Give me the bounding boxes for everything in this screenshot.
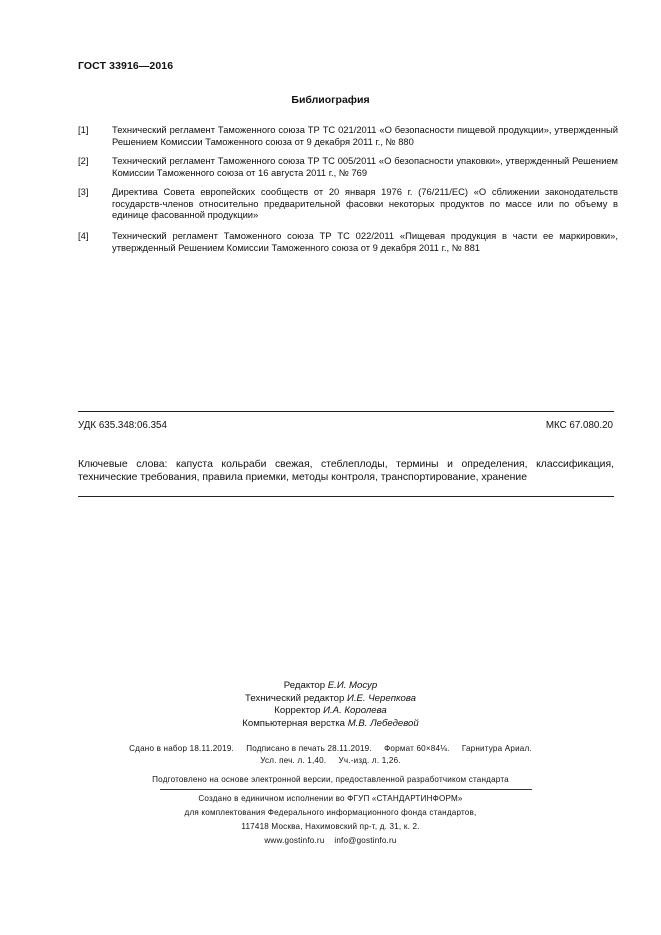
website-link[interactable]: www.gostinfo.ru [264,836,325,845]
bibliography-ref [78,155,618,178]
credit-layout: Компьютерная верстка М.В. Лебедевой [242,717,419,729]
ref-number: [2] [78,155,89,166]
ref-number: [3] [78,186,89,197]
divider [160,789,532,790]
ref-text: Технический регламент Таможенного союза ТР ТС 005/2011 «О безопасности упаковки», утвержденный Решением Комиссии Таможенного союза от 16 августа 2011 г., № 769 [112,155,618,178]
ref-text: Технический регламент Таможенного союза ТР ТС 022/2011 «Пищевая продукция в части ее маркировки», утвержденный Решением Комиссии Таможенного союза от 9 декабря 2011 г., № 881 [112,230,618,253]
ref-number: [4] [78,230,89,241]
bibliography-title: Библиография [291,94,370,106]
publisher-address: 117418 Москва, Нахимовский пр-т, д. 31, к. 2. [241,822,420,831]
publisher-line1: Создано в единичном исполнении во ФГУП «СТАНДАРТИНФОРМ» [198,794,463,803]
ref-text: Директива Совета европейских сообществ от 20 января 1976 г. (76/211/ЕС) «О сближении законодательств государств-членов относительно предварительной фасовки некоторых продуктов по массе или по объему в единице фасованной продукции» [112,186,618,221]
publisher-line2: для комплектования Федерального информационного фонда стандартов, [184,808,477,817]
credit-corrector: Корректор И.А. Королева [274,705,387,717]
print-details-line2: Усл. печ. л. 1,40. Уч.-изд. л. 1,26. [260,756,401,765]
ref-text: Технический регламент Таможенного союза ТР ТС 021/2011 «О безопасности пищевой продукции», утвержденный Решением Комиссии Таможенного союза от 9 декабря 2011 г., № 880 [112,124,618,147]
print-details-line1: Сдано в набор 18.11.2019. Подписано в печать 28.11.2019. Формат 60×84⅛. Гарнитура Ариал. [129,744,532,753]
credit-editor: Редактор Е.И. Мосур [283,680,378,691]
mks-code: МКС 67.080.20 [545,420,613,431]
udk-code: УДК 635.348:06.354 [78,420,167,431]
publisher-contacts [0,836,661,845]
ref-number: [1] [78,124,89,135]
credit-tech-editor: Технический редактор И.Е. Черепкова [245,692,416,704]
email-link[interactable]: info@gostinfo.ru [334,836,397,845]
keywords: Ключевые слова: капуста кольраби свежая, стеблеплоды, термины и определения, классификация, технические требования, правила приемки, методы контроля, транспортирование, хранение [78,459,614,483]
divider [78,496,614,497]
credits-block [0,680,661,730]
bibliography-ref [78,186,618,221]
standard-number: ГОСТ 33916—2016 [78,60,174,72]
bibliography-ref [78,124,618,147]
bibliography-ref [78,230,618,253]
print-note: Подготовлено на основе электронной версии, предоставленной разработчиком стандарта [152,775,509,784]
divider [78,411,614,412]
